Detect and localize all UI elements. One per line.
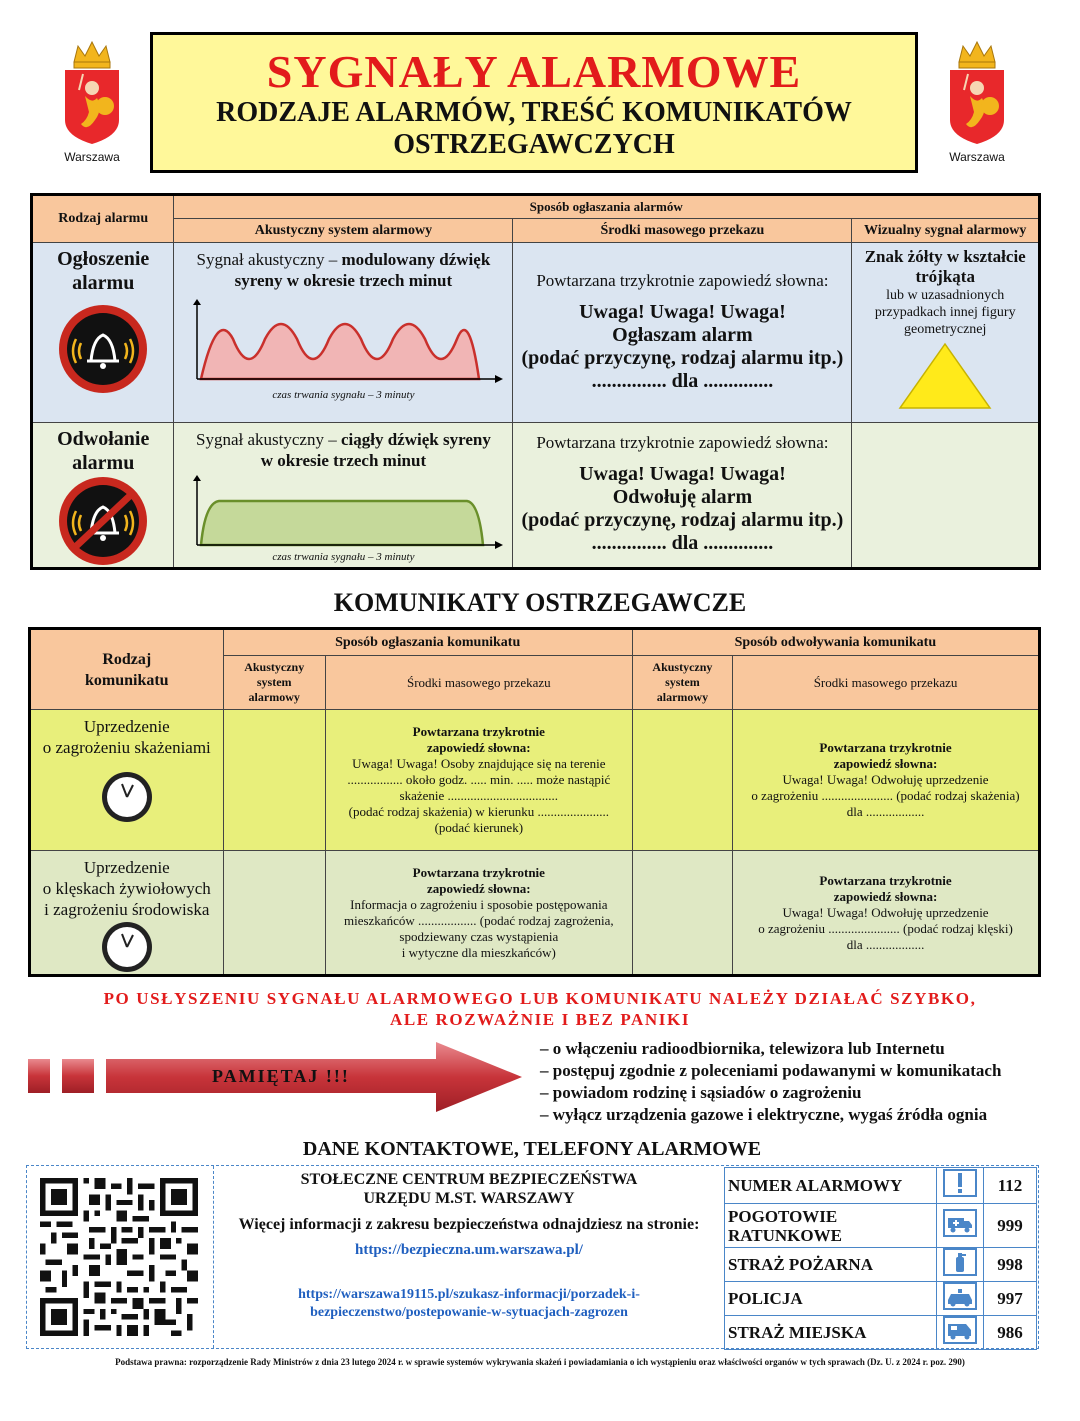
col-alarm-type: Rodzaj alarmu: [32, 195, 174, 243]
signal-duration-caption: czas trwania sygnału – 3 minuty: [272, 551, 415, 563]
media-intro: Powtarzana trzykrotnie zapowiedź słowna:: [536, 433, 829, 452]
col-media-announce: Środki masowego przekazu: [325, 656, 632, 710]
visual-signal-title: Znak żółty w kształcie trójkąta: [864, 247, 1026, 286]
warsaw-coat-of-arms-icon: [942, 40, 1012, 148]
row-name: Ogłoszenie alarmu: [57, 248, 150, 294]
remember-list: [540, 1038, 1001, 1126]
phone-number[interactable]: 999: [984, 1204, 1037, 1248]
warnings-table: [28, 627, 1041, 977]
center-name: STOŁECZNE CENTRUM BEZPIECZEŃSTWA URZĘDU M.ST. WARSZAWY: [300, 1171, 638, 1207]
procedures-link[interactable]: https://warszawa19115.pl/szukasz-informacji/porzadek-i- bezpieczenstwo/postepowanie-w-sytuacjach-zagrozen: [298, 1287, 640, 1320]
phone-label: POLICJA: [725, 1282, 937, 1316]
emergency-phones-table: [724, 1167, 1037, 1350]
page-subtitle-line2: OSTRZEGAWCZYCH: [393, 129, 675, 160]
media-announcement: Uwaga! Uwaga! Uwaga! Ogłaszam alarm (podać przyczynę, rodzaj alarmu itp.) ............... dla ..............: [521, 301, 844, 392]
announce-text: Powtarzana trzykrotnie zapowiedź słowna: Informacja o zagrożeniu i sposobie postępowania mieszkańców .................. (podać rodzaj zagrożenia, spodziewany czas wystąpienia i wytyczne dla mieszkańców): [343, 864, 614, 960]
col-announce-group: Sposób ogłaszania alarmów: [174, 195, 1040, 219]
phone-row-fire: [725, 1248, 1037, 1282]
warning-name: Uprzedzenie o zagrożeniu skażeniami: [42, 717, 211, 757]
remember-label: PAMIĘTAJ !!!: [212, 1066, 350, 1086]
remember-item: – o włączeniu radioodbiornika, telewizora lub Internetu: [540, 1038, 1001, 1060]
logo-label: Warszawa: [64, 150, 120, 164]
acoustic-empty: [223, 851, 325, 976]
remember-item: – powiadom rodzinę i sąsiadów o zagrożeniu: [540, 1082, 1001, 1104]
phone-label: STRAŻ MIEJSKA: [725, 1316, 937, 1350]
remember-item: – wyłącz urządzenia gazowe i elektryczne, wygaś źródła ognia: [540, 1104, 1001, 1126]
legal-basis-footer: Podstawa prawna: rozporządzenie Rady Ministrów z dnia 23 lutego 2024 r. w sprawie systemów wykrywania skażeń i powiadamiania o ich wystąpieniu oraz właściwości organów w tych sprawach (Dz. U. z 2024 r. poz. 290): [115, 1357, 965, 1367]
visual-signal-empty: [852, 423, 1040, 569]
phone-row-police: [725, 1282, 1037, 1316]
phone-number[interactable]: 998: [984, 1248, 1037, 1282]
col-media: Środki masowego przekazu: [513, 219, 852, 243]
row-name: Odwołanie alarmu: [57, 428, 150, 474]
acoustic-description: Sygnał akustyczny – ciągły dźwięk syreny w okresie trzech minut: [196, 430, 491, 470]
phone-row-ambulance: [725, 1204, 1037, 1248]
acoustic-empty: [632, 710, 732, 851]
warsaw-logo-right: [937, 40, 1017, 164]
col-warning-type: Rodzaj komunikatu: [30, 629, 224, 710]
warsaw-coat-of-arms-icon: [57, 40, 127, 148]
safety-website-link[interactable]: https://bezpieczna.um.warszawa.pl/: [355, 1242, 583, 1258]
ambulance-icon: [943, 1209, 977, 1237]
col-revoke-warning: Sposób odwoływania komunikatu: [632, 629, 1039, 656]
acoustic-empty: [632, 851, 732, 976]
title-box: [150, 32, 918, 173]
phone-number[interactable]: 997: [984, 1282, 1037, 1316]
col-acoustic-revoke: Akustyczny system alarmowy: [632, 656, 732, 710]
act-quickly-warning-line1: PO USŁYSZENIU SYGNAŁU ALARMOWEGO LUB KOMUNIKATU NALEŻY DZIAŁAĆ SZYBKO,: [103, 989, 977, 1008]
warning-row-disasters: [30, 851, 1040, 976]
alarm-row-revoke: [32, 423, 1040, 569]
col-acoustic: Akustyczny system alarmowy: [174, 219, 513, 243]
continuous-signal-graph: [183, 475, 503, 551]
signal-duration-caption: czas trwania sygnału – 3 minuty: [272, 389, 415, 401]
revoke-text: Powtarzana trzykrotnie zapowiedź słowna: Uwaga! Uwaga! Odwołuję uprzedzenie o zagrożeniu ...................... (podać rodzaj skażenia) dla ..................: [751, 740, 1020, 819]
warning-name: Uprzedzenie o klęskach żywiołowych i zagrożeniu środowiska: [42, 858, 211, 919]
logo-label: Warszawa: [949, 150, 1005, 164]
media-announcement: Uwaga! Uwaga! Uwaga! Odwołuję alarm (podać przyczynę, rodzaj alarmu itp.) ............... dla ..............: [521, 463, 844, 554]
col-acoustic-announce: Akustyczny system alarmowy: [223, 656, 325, 710]
acoustic-description: Sygnał akustyczny – modulowany dźwięk syreny w okresie trzech minut: [196, 250, 491, 290]
clock-icon: [100, 920, 154, 974]
exclamation-icon: [943, 1169, 977, 1197]
police-car-icon: [943, 1282, 977, 1310]
revoke-text: Powtarzana trzykrotnie zapowiedź słowna: Uwaga! Uwaga! Odwołuję uprzedzenie o zagrożeniu ...................... (podać rodzaj klęski) dla ..................: [758, 872, 1013, 952]
city-guard-car-icon: [943, 1316, 977, 1344]
warnings-heading: KOMUNIKATY OSTRZEGAWCZE: [333, 588, 747, 617]
page-subtitle-line1: RODZAJE ALARMÓW, TREŚĆ KOMUNIKATÓW: [216, 97, 852, 128]
alarm-table: [30, 193, 1041, 570]
phone-number[interactable]: 986: [984, 1316, 1037, 1350]
yellow-triangle-icon: [898, 342, 992, 410]
alarm-row-announce: [32, 243, 1040, 423]
modulated-signal-graph: [183, 299, 503, 389]
warsaw-logo-left: [52, 40, 132, 164]
phone-row-emergency: [725, 1168, 1037, 1204]
warning-row-contamination: [30, 710, 1040, 851]
contacts-heading: DANE KONTAKTOWE, TELEFONY ALARMOWE: [302, 1138, 762, 1160]
bell-alarm-icon: [57, 303, 149, 395]
acoustic-empty: [223, 710, 325, 851]
clock-icon: [100, 770, 154, 824]
act-quickly-warning-line2: ALE ROZWAŻNIE I BEZ PANIKI: [389, 1010, 691, 1029]
col-visual: Wizualny sygnał alarmowy: [852, 219, 1040, 243]
media-intro: Powtarzana trzykrotnie zapowiedź słowna:: [536, 271, 829, 290]
col-media-revoke: Środki masowego przekazu: [733, 656, 1040, 710]
remember-item: – postępuj zgodnie z poleceniami podawanymi w komunikatach: [540, 1060, 1001, 1082]
qr-code-icon[interactable]: [40, 1178, 198, 1336]
phone-number[interactable]: 112: [984, 1168, 1037, 1204]
more-info-text: Więcej informacji z zakresu bezpieczeństwa odnajdziesz na stronie:: [238, 1216, 700, 1233]
phone-row-city-guard: [725, 1316, 1037, 1350]
bell-alarm-crossed-icon: [57, 475, 149, 567]
phone-label: NUMER ALARMOWY: [725, 1168, 937, 1204]
page-title: SYGNAŁY ALARMOWE: [266, 46, 802, 97]
phone-label: POGOTOWIE RATUNKOWE: [725, 1204, 937, 1248]
fire-extinguisher-icon: [943, 1248, 977, 1276]
visual-signal-note: lub w uzasadnionych przypadkach innej figury geometrycznej: [874, 288, 1016, 337]
announce-text: Powtarzana trzykrotnie zapowiedź słowna: Uwaga! Uwaga! Osoby znajdujące się na terenie ................. około godz. ..... min. ..... może nastąpić skażenie .................................. (podać rodzaj skażenia) w kierunku ...................... (podać kierunek): [347, 724, 611, 835]
phone-label: STRAŻ POŻARNA: [725, 1248, 937, 1282]
col-announce-warning: Sposób ogłaszania komunikatu: [223, 629, 632, 656]
